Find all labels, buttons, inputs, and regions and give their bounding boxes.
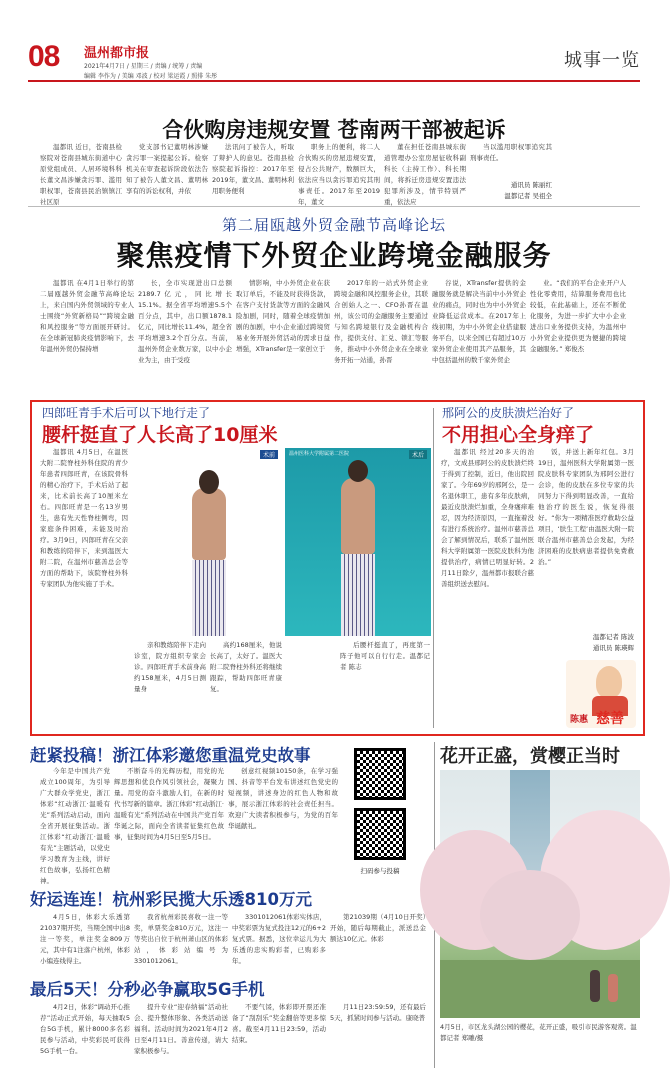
editor-credits: 编辑 李作为 / 美编 邓波 / 校对 梁运霞 / 照排 朱彤 xyxy=(84,73,218,80)
forum-col-1: 温都讯 在4月1日举行的第二届瓯越外贸金融节高峰论坛上，来自国内外贸领域的专业人士围绕“外贸新格局”“跨境金融和风控服务”等方面展开研讨。在全球新冠肺炎疫情影响下，去年温州外贸仍保持增 xyxy=(40,279,134,353)
top-article-body xyxy=(40,142,630,206)
header-rule xyxy=(28,80,640,82)
forum-kicker: 第二届瓯越外贸金融节高峰论坛 xyxy=(221,216,446,234)
top-byline: 通讯员 陈丽红 xyxy=(510,181,552,189)
forum-col-5: 谷说，XTransfer提供的金融服务就是解决当前中小外贸企业的痛点，同时也为中小外贸企业降低运营成本。在2017年上线初期，为中小外贸企业搭建服务平台，以来全国已有超过10万家外贸企业使用其产品服务，其中包括温州的数千家外贸企 xyxy=(432,279,526,364)
lottery1-col-1: 今年是中国共产党成立100周年，为引导广大群众学党史，浙江体彩“红动浙江·温暖有光”系列活动启动，面向全省开展征集活动。浙江体彩“红动浙江·温暖有光”主题活动，以党史学习教育为主线，讲好红色故事，弘扬红色精神。 xyxy=(40,767,110,885)
sakura-caption: 4月5日，市区龙头湖公园的樱花，花开正盛，吸引市民游客观赏。温都记者 郑雕/摄 xyxy=(440,1023,637,1042)
patient-figure xyxy=(192,488,226,560)
issue-date: 2021年4月7日 / 星期三 / 责编 / 统筹 / 责编 xyxy=(84,63,203,70)
patient-head xyxy=(199,470,219,494)
visitor xyxy=(608,974,618,1002)
lottery2-col-4: 第21039期（4月10日开奖）开始，随后每期截止，派送总金额达10亿元。体彩 xyxy=(330,913,426,943)
photo-before-caption: 温州医科大学附属第二医院 xyxy=(138,451,199,457)
top-col-3: 法讯问了被告人，听取了辩护人的意见。苍南县检察院起诉指控：2017年至2019年，董文昌、董明林利用职务便利 xyxy=(212,143,294,195)
page-header xyxy=(0,0,668,80)
qr-caption: 扫码参与投稿 xyxy=(360,867,400,875)
qr-code[interactable] xyxy=(354,808,406,860)
visitor xyxy=(590,970,600,1002)
photo-after-caption: 温州医科大学附属第二医院 xyxy=(289,451,350,457)
lottery3-col-2: 提升专业“迎春纳福”活动社会、提升整体形象、各类活动送福利。活动时间为2021年4月2日至4月11日。善意传递，请大家积极参与。 xyxy=(134,1003,228,1055)
patient-head xyxy=(348,460,368,482)
skin-title: 不用担心全身痒了 xyxy=(442,424,595,446)
lottery3-col-4: 月11日23:59:59，还有最后5天，抓紧时间参与活动。康晓普 xyxy=(330,1003,426,1022)
surgery-col-1: 温都讯 4月5日，在温医大附二院脊柱外科住院的青少年患者四郎旺青，在该院骨科的精心治疗下，手术后站了起来，比术前长高了10厘米左右。四郎旺青是一名13岁男生，患有先天性脊柱侧弯，因家庭条件困难，未能及时治疗。3月9日，四郎旺青在父亲和教练的陪伴下，来到温医大附二院，在温州市慈善总会等方面的帮助下，该院脊柱外科专家团队为他实施了手术。 xyxy=(40,448,128,588)
top-byline-2: 温都记者 吴祖全 xyxy=(504,192,552,200)
forum-col-4: 2017年的一站式外贸企业跨境金融和风控服务企业，其联合创始人之一、CFO孙晋在温州，该公司的金融服务主要通过与知名跨境银行及金融机构合作，提供支付、汇兑、锁汇等服务，推动中小外贸企业在全球业务开拓一站通，孙晋 xyxy=(334,279,428,364)
photo-after xyxy=(285,448,431,636)
charity-logo-text: 陈惠 xyxy=(570,715,589,725)
top-col-6: 当以滥用职权罪追究其刑事责任。 xyxy=(470,143,552,162)
divider xyxy=(28,206,640,207)
top-col-2: 党支部书记董明林涉嫌贪污罪一案提起公诉。检察机关在审查起诉阶段依法告知了被告人董文昌、董明林享有的诉讼权利，并依 xyxy=(126,143,208,195)
lottery2-col-3: 3301012061体彩实体店，中奖彩票为复式投注12元的6+2复式票。据悉，这位幸运儿为大乐透的忠实购彩者，已购彩多年。 xyxy=(232,913,326,965)
forum-title: 聚焦疫情下外贸企业跨境金融服务 xyxy=(116,239,552,272)
lottery1-col-3: 创意红视频10150条，在学习强国、抖音等平台发布讲述红色党史的短视频，讲述身边的红色人物和故事，展示浙江体彩的社会责任担当。欢迎广大读者积极参与，为党的百年华诞献礼。 xyxy=(228,767,338,830)
forum-col-3: 情影响，中小外贸企业在获取订单后，不能及时获得货款，在客户支付货款等方面的金融风险加剧，同时，随着全球疫情加剧的加剧，中小企业通过跨境贸易业务开展外贸活动的需求日益增强，XTransfer是一家创立于 xyxy=(236,279,330,353)
forum-col-6: 业。“我们的平台企业开户人性化零费用，结算服务费用也比较低，在此基础上，还在不断优化服务，为进一步扩大中小企业进出口业务提供支持，为温州中小外贸企业提供更为便捷的跨境金融服务。” 郑俊杰 xyxy=(530,279,626,353)
qr-code[interactable] xyxy=(354,748,406,800)
photo-before-tag: 术前 xyxy=(260,450,278,459)
charity-logo-text-2: 慈善 xyxy=(596,711,624,727)
photo-before xyxy=(134,448,282,636)
skin-byline-2: 通讯员 陈瑛辉 xyxy=(592,644,634,652)
lottery3-title: 最后5天！分秒必争赢取5G手机 xyxy=(30,980,265,999)
top-article-title: 合伙购房违规安置 苍南两干部被起诉 xyxy=(162,117,506,142)
surgery-title: 腰杆挺直了人长高了10厘米 xyxy=(42,424,278,446)
lottery2-col-2: 我省杭州彩民喜收一注一等奖，单票奖金810万元，这注一等奖出自位于杭州萧山区的体彩站，体彩站编号为3301012061。 xyxy=(134,913,228,965)
surgery-col-3: 高约168厘米，他说长高了，太好了。温医大附二院脊柱外科还将继续跟踪，帮助四郎旺青康复。 xyxy=(210,641,282,693)
top-col-4: 职务上的便利，将二人合伙购买的房屋违规安置，侵占公共财产，数额巨大，依法应当以贪污罪追究其刑事责任。2017年至2019年，董文 xyxy=(298,143,380,206)
patient-pants xyxy=(341,554,375,636)
lottery1-title: 赶紧投稿！浙江体彩邀您重温党史故事 xyxy=(30,746,311,765)
lottery2-title: 好运连连！杭州彩民揽大乐透810万元 xyxy=(30,890,312,909)
surgery-col-4: 后腰杆挺直了，再度第一阵子他可以自行行走。温都记者 陈志 xyxy=(340,641,430,671)
skin-col-1: 温都讯 经过20多天的治疗，文成县邢阿公的皮肤溃烂终于得到了控制，近日，他出院回家了。今年69岁的邢阿公，是一名退休职工，患有多年皮肤病，最近皮肤溃烂加重，全身瘙痒难忍，因为经济原因，一直拖着没有进行系统治疗。温州市慈善总会了解到情况后，联系了温州医科大学附属第一医院皮肤科为他提供治疗，病情已明显好转。2月11日除夕，温州都市报联合慈善组织送去慰问。 xyxy=(441,448,534,588)
box-divider xyxy=(433,408,434,728)
page-number: 08 xyxy=(28,40,60,73)
charity-logo xyxy=(566,660,636,728)
forum-col-2: 长，全市实现进出口总额2189.7亿元，同比增长15.1%。据全省平均增速5.5个百分点，其中，出口额1878.1亿元，同比增长11.4%，超全省平均增速3.2个百分点。当前，温州外贸企业数万家，以中小企业为主，由于受疫 xyxy=(138,279,232,364)
forum-body xyxy=(40,278,640,390)
top-col-1: 温都讯 近日，苍南县检察院对苍南县城东街道中心原党组成员、人居环境科科长董文昌涉嫌贪污罪、滥用职权罪，苍南县民治镇镇江社区原 xyxy=(40,143,122,206)
lottery2-col-1: 4月5日，体彩大乐透第21037期开奖，当期全国中出8注一等奖，单注奖金809万元，其中有1注落户杭州，体彩小编连线得主。 xyxy=(40,913,130,965)
top-col-5: 董在担任苍南县城东街道管理办公室房屋征收科副科长（主持工作）、科长期间，将拆迁房违规安置违法犯罪所涉及，情节特别严重，依法应 xyxy=(384,143,466,206)
surgery-kicker: 四郎旺青手术后可以下地行走了 xyxy=(42,406,211,420)
patient-figure xyxy=(341,478,375,554)
paper-name: 温州都市报 xyxy=(84,46,150,61)
surgery-col-2: 亲和教练陪伴下走向诊室，院方组织专家会诊。四郎旺青手术前身高约158厘米，4月5日测量身 xyxy=(134,641,206,693)
skin-byline: 温都记者 陈波 xyxy=(592,633,634,641)
lottery3-col-1: 4月2日，体彩“调动开心推荐”活动正式开始，每天抽取5台5G手机，累计8000多名彩民参与活动，中奖彩民可获得5G手机一台。 xyxy=(40,1003,130,1055)
sakura-photo xyxy=(440,770,640,1018)
charity-face-icon xyxy=(596,666,622,698)
skin-col-2: 饭，并送上新年红包。3月19日，温州医科大学附属第一医院皮肤科专家团队为邢阿公进行会诊，他的皮肤在多位专家的共同努力下得到明显改善，一直给他治疗的医生说，恢复得很好。“你为一项精准医疗救助公益项目，‘肤生工程’由温医大附一院联合温州市慈善总会发起，为经济困难的皮肤病患者提供免费救治。” xyxy=(538,448,634,566)
cherry-tree xyxy=(480,870,580,960)
sakura-title: 花开正盛，赏樱正当时 xyxy=(440,746,620,767)
lottery3-col-3: 不要气馁，体彩即开票还准备了“刮刮乐”奖金翻倍等更多惊喜。截至4月11日23:59，活动结束。 xyxy=(232,1003,326,1044)
photo-after-tag: 术后 xyxy=(409,450,427,459)
skin-kicker: 邢阿公的皮肤溃烂治好了 xyxy=(442,406,575,420)
patient-pants xyxy=(192,560,226,636)
section-title: 城事一览 xyxy=(564,50,640,71)
lottery1-col-2: 不断奋斗的光辉历程，用党的光辉思想和优良作风引领社会，凝聚力量。用党的奋斗激励人们，在新的时代书写新的篇章。浙江体彩“红动浙江·温暖有光”系列活动在中国共产党百年华诞之际，面向全省读者征集红色故事，征集时间为4月5日至5月5日。 xyxy=(114,767,224,841)
